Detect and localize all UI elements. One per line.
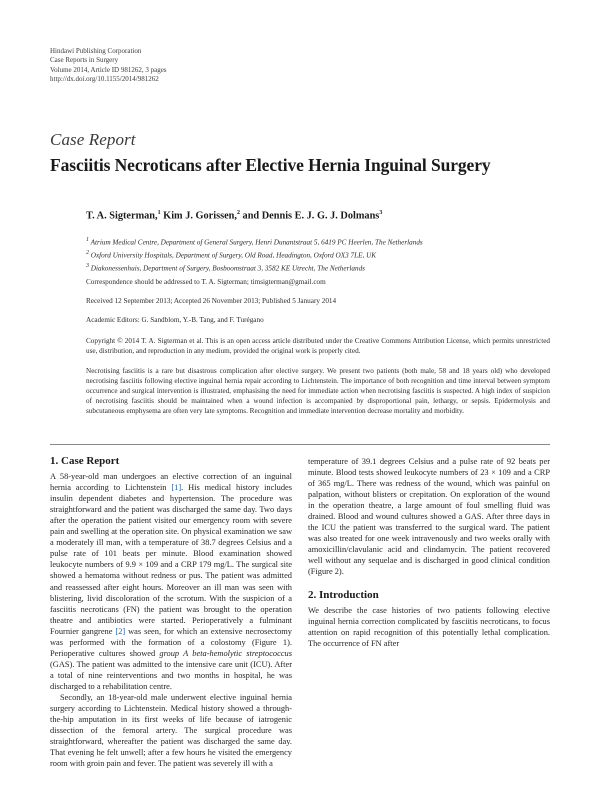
volume-line: Volume 2014, Article ID 981262, 3 pages xyxy=(50,65,167,74)
license-statement: Copyright © 2014 T. A. Sigterman et al. This is an open access article distributed under the Creative Commons Attribution License, which permits unrestricted use, distribution, and reproduction in any medium, provided the original work is properly cited. xyxy=(86,337,550,356)
section-heading: 2. Introduction xyxy=(308,588,379,601)
affiliation-marker: 2 xyxy=(236,210,240,216)
affiliations xyxy=(86,235,423,274)
journal-header xyxy=(50,47,167,85)
author-list xyxy=(86,210,382,221)
affiliation-line: $^2$ Oxford University Hospitals, Department of Surgery, Old Road, Headington, Oxford OX3 7LE, UK xyxy=(86,249,377,260)
affiliation-marker: 1 xyxy=(157,210,161,216)
affiliation-marker: 3 xyxy=(379,210,383,216)
dates-line: Received 12 September 2013; Accepted 26 November 2013; Published 5 January 2014 xyxy=(86,297,337,305)
section-divider xyxy=(50,444,550,445)
doi-link[interactable]: http://dx.doi.org/10.1155/2014/981262 xyxy=(50,75,159,84)
section-heading: 1. Case Report xyxy=(50,455,120,467)
author-name: T. A. Sigterman, xyxy=(86,210,158,222)
left-column xyxy=(50,456,292,769)
author-name: Kim J. Gorissen, xyxy=(160,210,237,222)
paragraph: Secondly, an 18-year-old male underwent elective inguinal hernia surgery according to Lichtenstein. Medical history showed a through-the-hip amputation in its first weeks of life because of iatrogenic dissection of the femoral artery. The surgical procedure was straightforward, whereafter the patient was discharged the same day. That evening he felt unwell; after a few hours he visited the emergency room with groin pain and fever. The patient was severely ill with a xyxy=(50,692,292,769)
editors-line: Academic Editors: G. Sandblom, Y.-B. Tang, and F. Turégano xyxy=(86,316,264,324)
correspondence-line: Correspondence should be addressed to T. A. Sigterman; timsigterman@gmail.com xyxy=(86,278,326,286)
citation-link[interactable]: [2] xyxy=(115,626,126,636)
abstract: Necrotising fasciitis is a rare but disastrous complication after elective surgery. We present two patients (both male, 58 and 18 years old) who developed necrotising fasciitis following elective inguinal hernia repair according to Lichtenstein. The importance of both recognition and time interval between symptom occurrence and surgical intervention is illustrated, emphasising the need for immediate action when necrotising fasciitis is suspected. A high index of suspicion of necrotising fasciitis should be maintained when a wound infection is accompanied by disproportional pain, lethargy, or sepsis. Epidermolysis and subcutaneous emphysema are often very late symptoms. Recognition and immediate intervention decrease mortality and morbidity. xyxy=(86,367,550,416)
paragraph-continued: temperature of 39.1 degrees Celsius and a pulse rate of 92 beats per minute. Blood tests showed leukocyte numbers of 23 × 109 and a CRP of 365 mg/L. There was redness of the wound, which was painful on palpation, without blisters or crepitation. On exploration of the wound in the operation theatre, a large amount of foul smelling fluid was drained. Blood and wound cultures showed a GAS. After three days in the ICU the patient was transferred to the surgical ward. The patient was also treated for one week intravenously and two weeks orally with amoxicillin/clavulanic acid and clindamycin. The patient recovered well without any sequelae and is discharged in good clinical condition (Figure 2). xyxy=(308,457,550,577)
publisher-line: Hindawi Publishing Corporation xyxy=(50,47,142,55)
article-type: Case Report xyxy=(50,130,136,149)
right-column xyxy=(308,456,550,649)
article-title: Fasciitis Necroticans after Elective Hernia Inguinal Surgery xyxy=(50,155,491,175)
affiliation-line: $^3$ Diakonessenhuis, Department of Surgery, Bosboomstraat 3, 3582 KE Utrecht, The Netherlands xyxy=(86,262,365,273)
affiliation-line: $^1$ Atrium Medical Centre, Department of General Surgery, Henri Dunantstraat 5, 6419 PC Heerlen, The Netherlands xyxy=(86,237,423,247)
author-name: and Dennis E. J. G. J. Dolmans xyxy=(239,210,380,222)
citation-link[interactable]: [1] xyxy=(171,483,182,493)
journal-line: Case Reports in Surgery xyxy=(50,56,119,65)
paragraph: A 58-year-old man undergoes an elective correction of an inguinal hernia according to Lichtenstein [1]. His medical history includes insulin dependent diabetes and hypertension. The procedure was straightforward and the patient was discharged the same day. Two days after the operation the patient visited our emergency room with severe pain and swelling at the operation site. On physical examination we saw a moderately ill man, with a temperature of 38.7 degrees Celsius and a pulse rate of 101 beats per minute. Blood examination showed leukocyte numbers of 9.9 × 109 and a CRP 179 mg/L. The surgical site showed a hematoma without redness or pus. The patient was admitted and reassessed after eight hours. Moreover an ill man was seen with blistering, livid discoloration of the scrotum. With the suspicion of a fasciitis necroticans (FN) the patient was brought to the operation theatre and antibiotics were started. Perioperatively a fulminant Fournier gangrene [2] was seen, for which an extensive necrosectomy was performed with the formation of a colostomy (Figure 1). Perioperative cultures showed group A beta-hemolytic streptococcus (GAS). The patient was admitted to the intensive care unit (ICU). After a total of nine reinterventions and two months in hospital, he was discharged to a rehabilitation centre. xyxy=(50,472,293,691)
paragraph: We describe the case histories of two patients following elective inguinal hernia correction complicated by fasciitis necroticans, to focus attention on rapid recognition of this potentially lethal complication. The occurrence of FN after xyxy=(308,605,550,648)
